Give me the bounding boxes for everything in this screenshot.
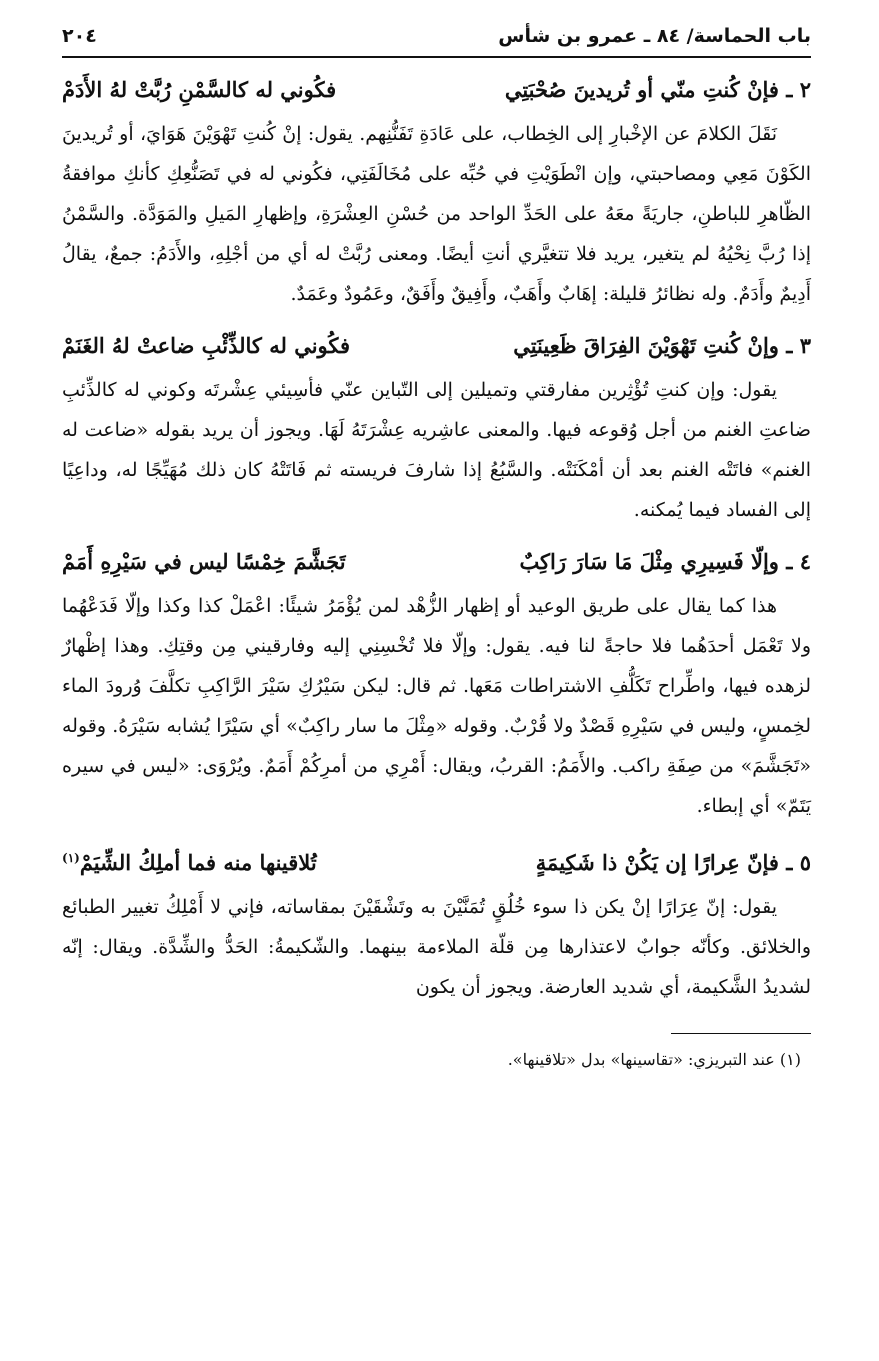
verse-second-hemistich: تَجَشَّمَ خِمْسًا ليس في سَيْرِهِ أَمَمْ [62, 549, 346, 574]
verse-line [62, 330, 811, 362]
running-header [62, 22, 811, 58]
verse-second-hemistich: فكُوني له كالسَّمْنِ رُبَّتْ لهُ الأَدَمْ [62, 77, 337, 102]
chapter-title: باب الحماسة/ ٨٤ ـ عمرو بن شأس [498, 25, 811, 47]
footnote-divider [671, 1033, 811, 1034]
verse-second-hemistich-text: تُلاقينها منه فما أملِكُ الشِّيَمْ [79, 850, 317, 875]
book-page [62, 22, 811, 1361]
verse-line [62, 74, 811, 106]
verse-line [62, 842, 811, 879]
verse-second-hemistich: فكُوني له كالذِّئْبِ ضاعتْ لهُ الغَنَمْ [62, 333, 351, 358]
verse-first-hemistich: ٤ ـ وإلّا فَسِيرِي مِثْلَ مَا سَارَ رَاكِبٌ [519, 549, 811, 574]
page-number: ٢٠٤ [62, 25, 97, 47]
commentary-paragraph: يقول: وإن كنتِ تُؤْثِرين مفارقتي وتميلين إلى التّباين عنّي فأسِيئي عِشْرتَه وكوني له كالذِّئبِ ضاعتِ الغنم من أجل وُقوعه فيها. والمعنى عاشِريه عِشْرَتَهُ لَهَا. ويجوز أن يريد بقوله «ضاعت له الغنم» فاتَتْه الغنم بعد أن أمْكَنَتْه. والسَّبُعُ إذا شارفَ فريسته ثم فَاتَتْهُ كان ذلك مُهَيِّجًا له، وداعِيًا إلى الفساد فيما يُمكنه. [62, 379, 811, 521]
commentary-paragraph: يقول: إنّ عِرَارًا إنْ يكن ذا سوء خُلُقٍ تُمَنَّيْنَ به وتَشْقَيْنَ بمقاساته، فإني لا أَمْلِكُ تغيير الطبائع والخلائق. وكأنّه جوابٌ لاعتذارها مِن قلّة الملاءمة بينهما. والشّكيمةُ: الحَدُّ والشِّدَّة. ويقال: إنّه لشديدُ الشَّكيمة، أي شديد العارضة. ويجوز أن يكون [62, 896, 811, 998]
footnote-text: (١) عند التبريزي: «تقاسينها» بدل «تلاقينها». [507, 1050, 801, 1069]
commentary-paragraph: هذا كما يقال على طريق الوعيد أو إظهار الزُّهْد لمن يُؤْمَرُ شيئًا: اعْمَلْ كذا وكذا وإلّا فَدَعْهُما ولا تَعْمَل أحدَهُما فلا حاجةً لنا فيه. يقول: وإلّا فلا تُخْسِنِي إليه وفارقيني مِن وقتِكِ. وهذا إظْهارٌ لزهده فيها، واطِّراح تَكَلُّفِ الاشتراطات مَعَها. ثم قال: ليكن سَيْرُكِ سَيْرَ الرَّاكِبِ تكلَّفَ وُرودَ الماء لخِمسٍ، وليس في سَيْرِهِ قَصْدٌ ولا قُرْبٌ. وقوله «مِثْلَ ما سار راكِبٌ» أي سَيْرًا يُشابه سَيْرَهُ. وقوله «تَجَشَّمَ» من صِفَةِ راكب. والأَمَمُ: القربُ، ويقال: أَمْرِي من أمرِكُمْ أَمَمٌ. ويُرْوَى: «ليس في سيره يَتَمّ» أي إبطاء. [62, 595, 811, 817]
commentary-paragraph: نَقَلَ الكلامَ عن الإخْبارِ إلى الخِطاب، على عَادَةِ تَفَنُّنِهم. يقول: إنْ كُنتِ تَهْوَيْنَ هَوَايَ، أو تُريدينَ الكَوْنَ مَعِي ومصاحبتي، وإن انْطَوَيْتِ في حُبِّه على مُخَالَفَتِي، فكُوني له في تَصَنُّعِكِ كأنكِ موافقةُ الظّاهرِ للباطنِ، جاريَةً معَهُ على الحَدِّ الواحد من حُسْنِ العِشْرَةِ، وإظهارِ المَيلِ والمَوَدَّة. والسَّمْنُ إذا رُبَّ نِحْيُهُ لم يتغير، يريد فلا تتغيَّري أنتِ أيضًا. ومعنى رُبَّتْ له أي من أجْلِهِ، والأَدَمُ: جمعٌ، يقالُ أَدِيمٌ وأَدَمٌ. وله نظائرُ قليلة: إهَابٌ وأَهَبٌ، وأَفِيقٌ وأَفَقٌ، وعَمُودٌ وعَمَدٌ. [62, 123, 811, 305]
verse-first-hemistich: ٢ ـ فإنْ كُنتِ منّي أو تُريدينَ صُحْبَتِي [504, 77, 811, 102]
verse-second-hemistich [62, 842, 317, 879]
verse-line [62, 546, 811, 578]
verse-first-hemistich: ٥ ـ فإنّ عِرارًا إن يَكُنْ ذا شَكِيمَةٍ [535, 850, 811, 875]
verse-first-hemistich: ٣ ـ وإنْ كُنتِ تَهْوَيْنَ الفِرَاقَ ظَعِينَتِي [513, 333, 811, 358]
footnote-marker: (١) [62, 851, 80, 865]
